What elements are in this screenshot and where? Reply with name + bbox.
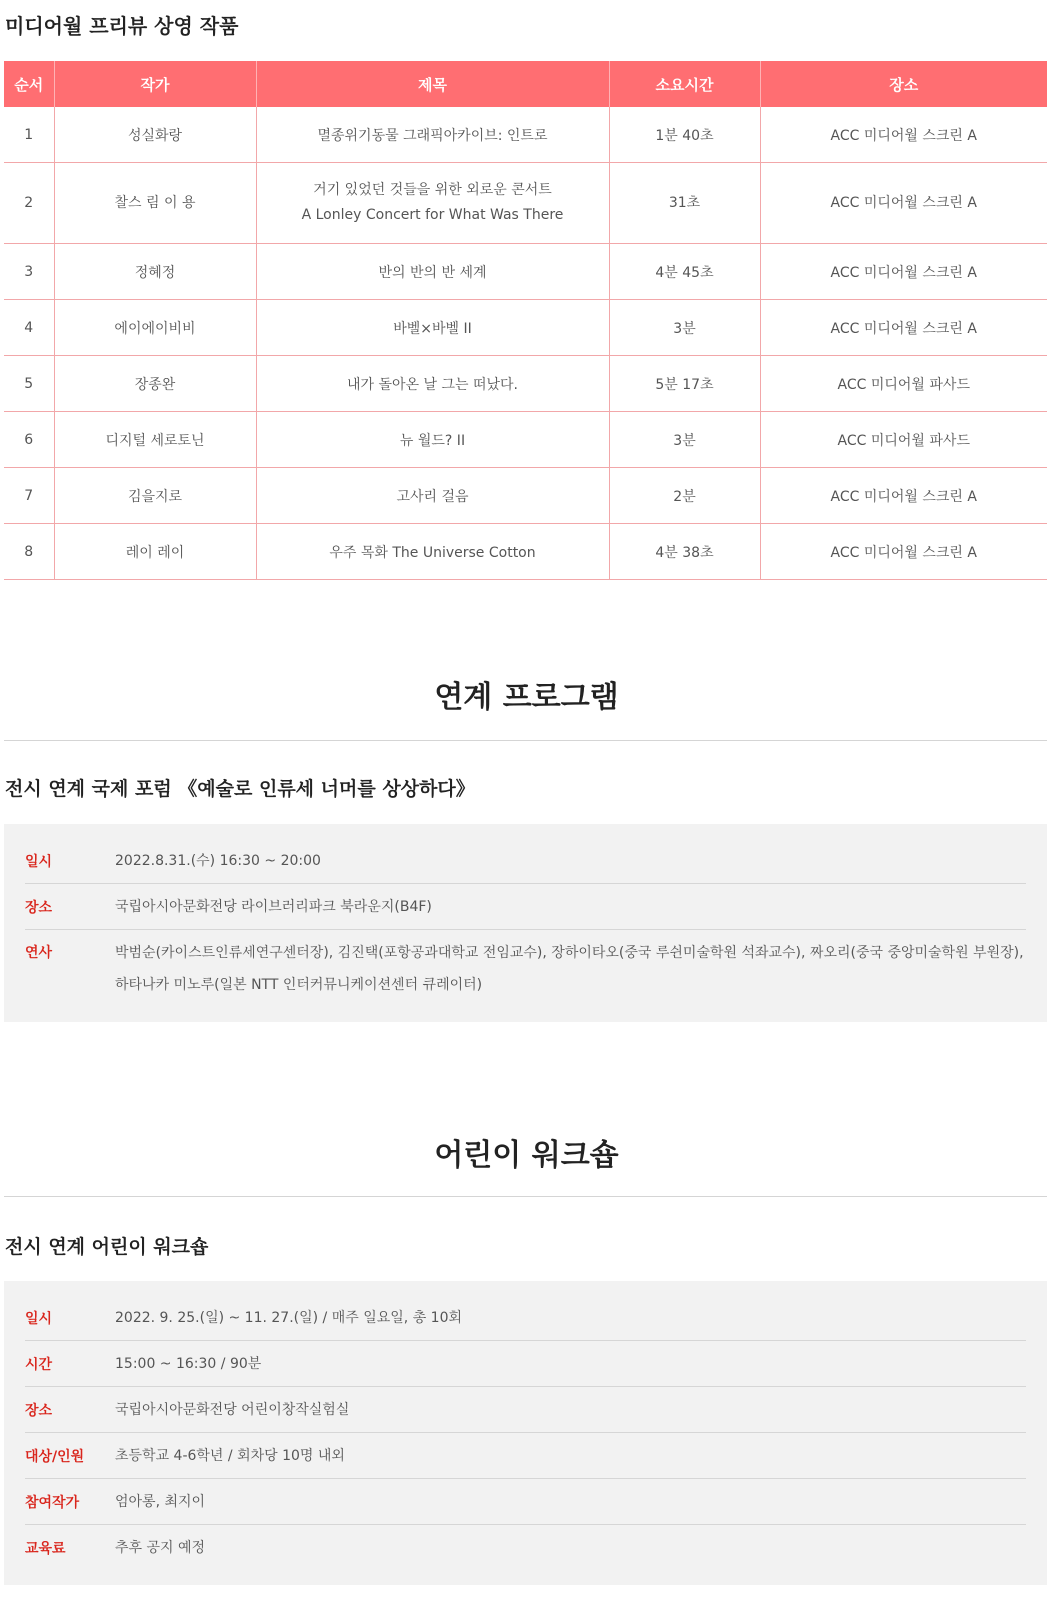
cell-duration: 4분 45초 <box>609 244 760 300</box>
info-value: 추후 공지 예정 <box>115 1540 206 1556</box>
header-duration: 소요시간 <box>609 61 760 107</box>
cell-artist: 정혜정 <box>54 244 256 300</box>
cell-place: ACC 미디어월 스크린 A <box>760 107 1047 163</box>
info-row-fee <box>25 1525 1026 1571</box>
cell-order: 3 <box>4 244 54 300</box>
table-row <box>4 412 1047 468</box>
cell-place: ACC 미디어월 스크린 A <box>760 468 1047 524</box>
table-row <box>4 300 1047 356</box>
info-value: 2022. 9. 25.(일) ~ 11. 27.(일) / 매주 일요일, 총 10회 <box>115 1309 463 1326</box>
info-label: 참여작가 <box>25 1494 80 1511</box>
workshop-info-box <box>4 1281 1047 1585</box>
cell-artist: 디지털 세로토닌 <box>54 412 256 468</box>
cell-artist: 에이에이비비 <box>54 300 256 356</box>
cell-artist: 레이 레이 <box>54 524 256 580</box>
header-order: 순서 <box>4 61 54 107</box>
cell-place: ACC 미디어월 파사드 <box>760 412 1047 468</box>
info-label: 시간 <box>25 1356 53 1373</box>
info-value: 초등학교 4-6학년 / 회차당 10명 내외 <box>115 1447 345 1464</box>
cell-duration: 4분 38초 <box>609 524 760 580</box>
workshop-subtitle: 전시 연계 어린이 워크숍 <box>5 1236 209 1258</box>
info-row-place <box>25 884 1026 930</box>
program-divider <box>4 740 1047 741</box>
title-korean: 거기 있었던 것들을 위한 외로운 콘서트 <box>313 182 552 198</box>
cell-artist: 장종완 <box>54 356 256 412</box>
cell-order: 4 <box>4 300 54 356</box>
cell-title: 바벨×바벨 II <box>256 300 609 356</box>
cell-duration: 1분 40초 <box>609 107 760 163</box>
cell-title: 뉴 월드? II <box>256 412 609 468</box>
cell-duration: 3분 <box>609 300 760 356</box>
info-value: 2022.8.31.(수) 16:30 ~ 20:00 <box>115 852 321 869</box>
info-value: 엄아롱, 최지이 <box>115 1493 206 1510</box>
cell-artist: 찰스 림 이 용 <box>54 163 256 244</box>
info-label: 장소 <box>25 899 53 916</box>
info-row-date <box>25 838 1026 884</box>
cell-duration: 2분 <box>609 468 760 524</box>
cell-duration: 31초 <box>609 163 760 244</box>
cell-order: 7 <box>4 468 54 524</box>
cell-order: 1 <box>4 107 54 163</box>
works-table <box>4 61 1047 580</box>
cell-order: 2 <box>4 163 54 244</box>
cell-place: ACC 미디어월 스크린 A <box>760 244 1047 300</box>
info-value: 국립아시아문화전당 어린이창작실험실 <box>115 1401 350 1418</box>
header-place: 장소 <box>760 61 1047 107</box>
info-label: 일시 <box>25 1310 53 1327</box>
cell-duration: 3분 <box>609 412 760 468</box>
info-label: 교육료 <box>25 1541 66 1557</box>
info-label: 대상/인원 <box>25 1448 85 1465</box>
info-label: 장소 <box>25 1402 53 1419</box>
header-title: 제목 <box>256 61 609 107</box>
cell-title: 반의 반의 반 세계 <box>256 244 609 300</box>
info-value: 국립아시아문화전당 라이브러리파크 북라운지(B4F) <box>115 898 432 915</box>
cell-title: 멸종위기동물 그래픽아카이브: 인트로 <box>256 107 609 163</box>
info-row-target <box>25 1433 1026 1479</box>
workshop-heading: 어린이 워크숍 <box>434 1138 619 1173</box>
info-value: 15:00 ~ 16:30 / 90분 <box>115 1355 262 1372</box>
workshop-divider <box>4 1196 1047 1197</box>
info-row-place <box>25 1387 1026 1433</box>
cell-place: ACC 미디어월 스크린 A <box>760 524 1047 580</box>
cell-title: 고사리 걸음 <box>256 468 609 524</box>
title-english: A Lonley Concert for What Was There <box>301 207 564 223</box>
table-row <box>4 524 1047 580</box>
info-row-date <box>25 1295 1026 1341</box>
program-subtitle: 전시 연계 국제 포럼 《예술로 인류세 너머를 상상하다》 <box>5 778 475 800</box>
info-row-artists <box>25 1479 1026 1525</box>
cell-artist: 성실화랑 <box>54 107 256 163</box>
header-artist: 작가 <box>54 61 256 107</box>
info-row-time <box>25 1341 1026 1387</box>
cell-artist: 김을지로 <box>54 468 256 524</box>
cell-order: 5 <box>4 356 54 412</box>
info-value: 박범순(카이스트인류세연구센터장), 김진택(포항공과대학교 전임교수), 장하이타오(중국 루쉰미술학원 석좌교수), 짜오리(중국 중앙미술학원 부원장), 하타나카 미노루(일본 NTT 인터커뮤니케이션센터 큐레이터) <box>115 945 1024 993</box>
cell-order: 8 <box>4 524 54 580</box>
cell-duration: 5분 17초 <box>609 356 760 412</box>
info-row-speakers <box>25 930 1026 1008</box>
cell-place: ACC 미디어월 파사드 <box>760 356 1047 412</box>
table-header-row <box>4 61 1047 107</box>
table-row <box>4 244 1047 300</box>
table-row <box>4 356 1047 412</box>
cell-title: 내가 돌아온 날 그는 떠났다. <box>256 356 609 412</box>
table-row <box>4 107 1047 163</box>
info-label: 일시 <box>25 853 53 870</box>
cell-order: 6 <box>4 412 54 468</box>
info-label: 연사 <box>25 945 53 961</box>
cell-title: 우주 목화 The Universe Cotton <box>256 524 609 580</box>
table-row <box>4 163 1047 244</box>
section-title: 미디어월 프리뷰 상영 작품 <box>5 14 239 38</box>
cell-place: ACC 미디어월 스크린 A <box>760 300 1047 356</box>
table-row <box>4 468 1047 524</box>
cell-title <box>256 163 609 244</box>
program-info-box <box>4 824 1047 1022</box>
cell-place: ACC 미디어월 스크린 A <box>760 163 1047 244</box>
program-heading: 연계 프로그램 <box>434 680 619 715</box>
